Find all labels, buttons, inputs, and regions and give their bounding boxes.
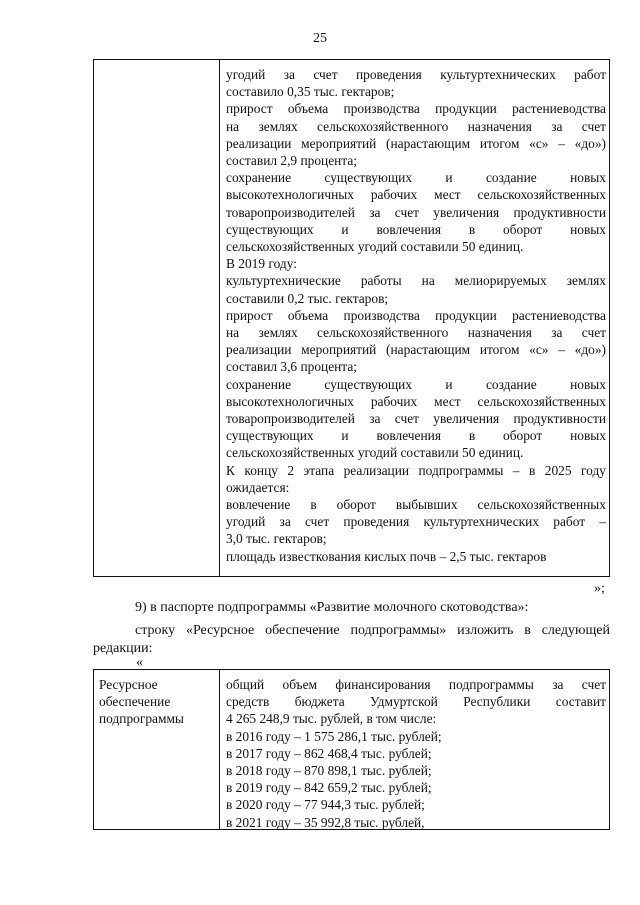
text-line: составили 0,2 тыс. гектаров; — [226, 290, 389, 306]
text-line: реализации мероприятий (нарастающим итогом «с» – «до») — [226, 135, 606, 151]
upper-continuation-table — [93, 59, 610, 577]
text-line: площадь известкования кислых почв – 2,5 тыс. гектаров — [226, 548, 547, 564]
resource-provision-label-cell — [99, 676, 215, 728]
label-line: подпрограммы — [99, 711, 184, 727]
text-line: товаропроизводителей за счет увеличения продуктивности — [226, 204, 606, 220]
text-line: 4 265 248,9 тыс. рублей, в том числе: — [226, 711, 437, 727]
text-line: прирост объема производства продукции растениеводства — [226, 101, 606, 117]
text-line: культуртехнические работы на мелиорируемых землях — [226, 273, 606, 289]
text-line: в 2016 году – 1 575 286,1 тыс. рублей; — [226, 728, 442, 744]
upper-table-content-cell — [226, 66, 606, 565]
resource-provision-table — [93, 669, 610, 830]
text-line: в 2021 году – 35 992,8 тыс. рублей, — [226, 814, 425, 830]
text-line: в 2020 году – 77 944,3 тыс. рублей; — [226, 797, 425, 813]
opening-quote: « — [136, 655, 143, 670]
lower-table-text — [226, 676, 606, 831]
row-instruction-paragraph — [93, 622, 610, 658]
text-line: высокотехнологичных рабочих мест сельскохозяйственных — [226, 187, 606, 203]
text-line: существующих и вовлечения в оборот новых — [226, 428, 606, 444]
text-line: угодий за счет проведения культуртехнических работ – — [226, 514, 606, 530]
text-line: вовлечение в оборот выбывших сельскохозяйственных — [226, 497, 606, 513]
text-line: реализации мероприятий (нарастающим итогом «с» – «до») — [226, 342, 606, 358]
text-line: товаропроизводителей за счет увеличения продуктивности — [226, 411, 606, 427]
text-line: составило 0,35 тыс. гектаров; — [226, 84, 395, 100]
text-line: средств бюджета Удмуртской Республики составит — [226, 694, 606, 710]
label-line: Ресурсное — [99, 677, 158, 692]
text-line: в 2018 году – 870 898,1 тыс. рублей; — [226, 763, 432, 779]
text-line: В 2019 году: — [226, 256, 297, 272]
text-line: сельскохозяйственных угодий составили 50 единиц. — [226, 445, 524, 461]
text-line: в 2017 году – 862 468,4 тыс. рублей; — [226, 745, 432, 761]
text-line: общий объем финансирования подпрограммы за счет — [226, 677, 606, 692]
text-line: на землях сельскохозяйственного назначения за счет — [226, 325, 606, 341]
table-column-divider — [219, 60, 220, 576]
page-number: 25 — [313, 31, 327, 46]
closing-quote: »; — [594, 581, 605, 596]
item-9-paragraph: 9) в паспорте подпрограммы «Развитие молочного скотоводства»: — [135, 600, 529, 615]
text-line: 3,0 тыс. гектаров; — [226, 531, 327, 547]
label-line: обеспечение — [99, 694, 171, 710]
row-instruction-line-1: строку «Ресурсное обеспечение подпрограммы» изложить в следующей — [135, 623, 610, 638]
row-instruction-line-2: редакции: — [93, 641, 153, 656]
text-line: в 2019 году – 842 659,2 тыс. рублей; — [226, 780, 432, 796]
upper-table-text — [226, 66, 606, 565]
text-line: высокотехнологичных рабочих мест сельскохозяйственных — [226, 393, 606, 409]
text-line: угодий за счет проведения культуртехнических работ — [226, 67, 606, 82]
text-line: сохранение существующих и создание новых — [226, 376, 606, 392]
text-line: составил 2,9 процента; — [226, 153, 357, 169]
text-line: К концу 2 этапа реализации подпрограммы – в 2025 году — [226, 462, 606, 478]
table-column-divider — [219, 670, 220, 829]
resource-provision-content-cell — [226, 676, 606, 831]
text-line: на землях сельскохозяйственного назначения за счет — [226, 118, 606, 134]
text-line: прирост объема производства продукции растениеводства — [226, 307, 606, 323]
text-line: ожидается: — [226, 479, 290, 495]
text-line: сельскохозяйственных угодий составили 50 единиц. — [226, 239, 524, 255]
text-line: составил 3,6 процента; — [226, 359, 357, 375]
text-line: сохранение существующих и создание новых — [226, 170, 606, 186]
text-line: существующих и вовлечения в оборот новых — [226, 221, 606, 237]
